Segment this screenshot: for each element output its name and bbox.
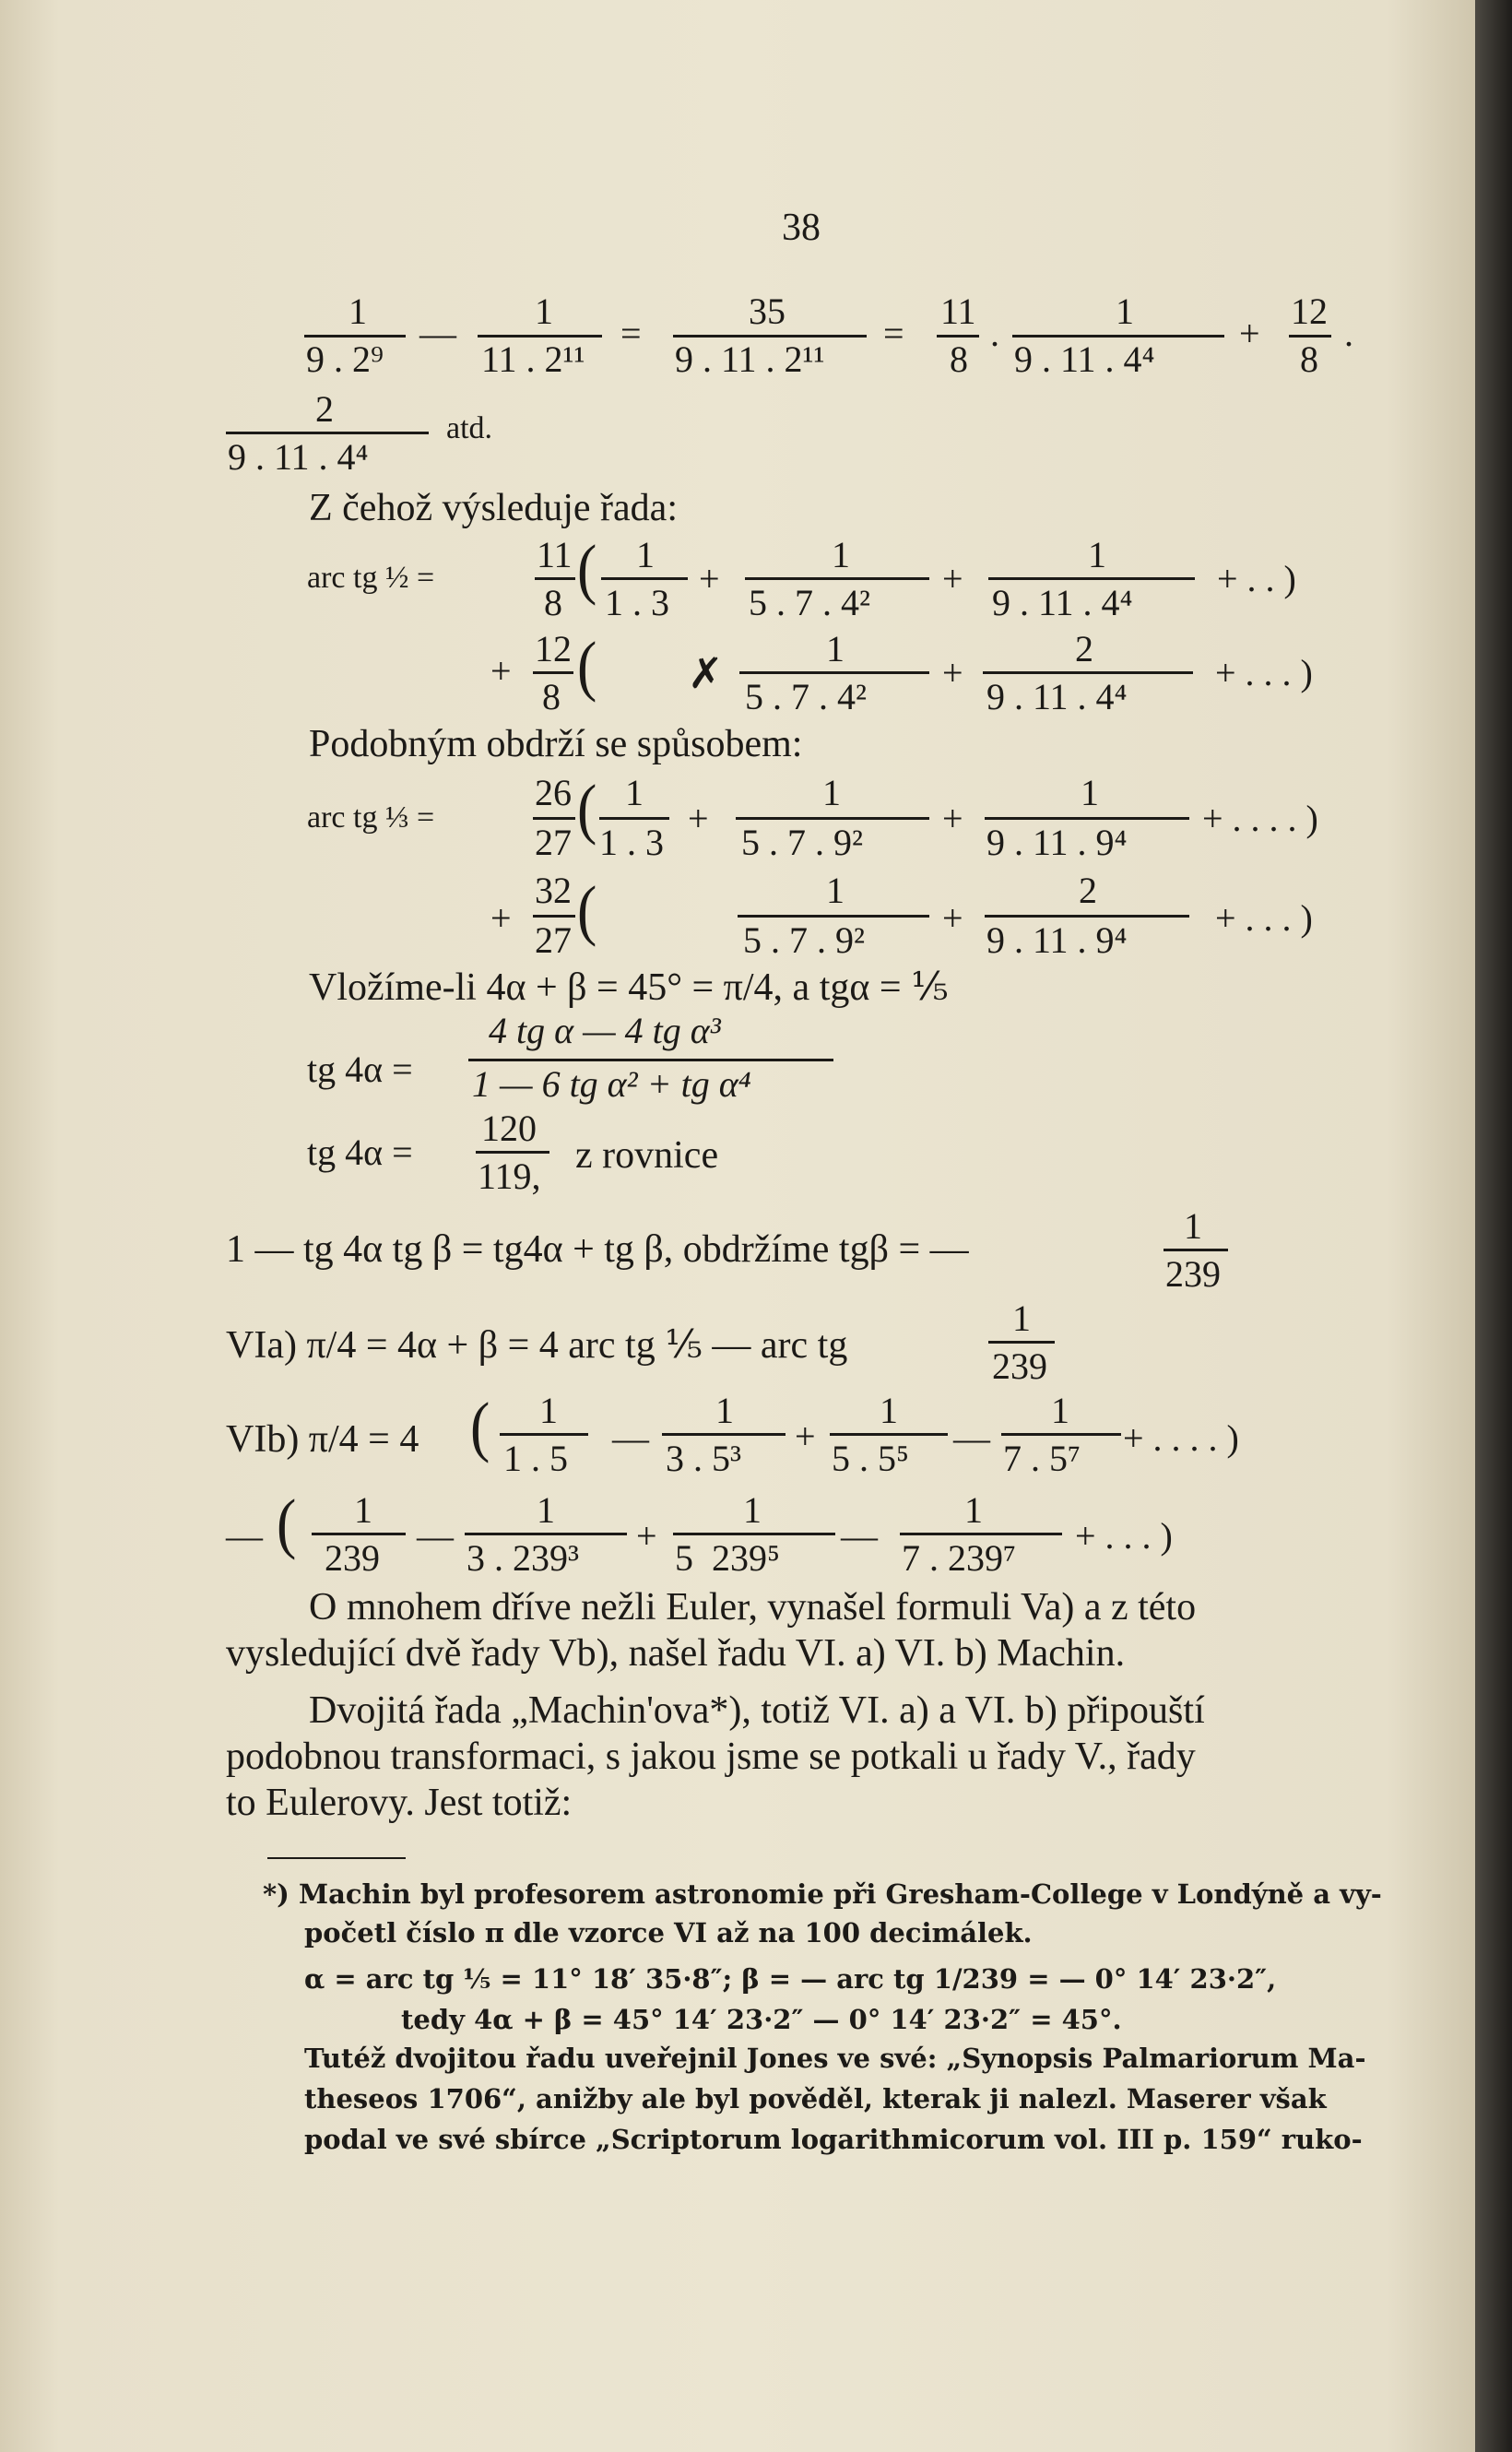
fraction-denominator: 1 . 5 <box>503 1438 568 1479</box>
equation-lhs: arc tg ⅓ = <box>307 800 435 835</box>
fraction-numerator: 1 <box>1081 772 1099 813</box>
fraction-numerator: 1 <box>1088 534 1106 575</box>
fraction-denominator: 239 <box>325 1537 380 1579</box>
paragraph-line: podobnou transformaci, s jakou jsme se potkali u řady V., řady <box>226 1735 1196 1778</box>
fraction-numerator: 1 <box>826 628 845 669</box>
text-z-rovnice: z rovnice <box>575 1134 719 1177</box>
fraction-numerator: 1 <box>822 772 841 813</box>
fraction-denominator: 9 . 11 . 4⁴ <box>986 676 1128 717</box>
fraction-bar <box>900 1533 1062 1535</box>
fraction-bar <box>673 335 867 338</box>
fraction-bar <box>662 1433 786 1436</box>
fraction-denominator: 5 239⁵ <box>675 1537 780 1579</box>
fraction-numerator: 1 <box>625 772 644 813</box>
fraction-denominator: 8 <box>542 676 561 717</box>
fraction-bar <box>601 577 688 580</box>
fraction-bar <box>304 335 406 338</box>
fraction-denominator: 8 <box>950 338 968 380</box>
left-paren: ( <box>577 871 597 948</box>
fraction-numerator: 12 <box>535 628 572 669</box>
operator: + <box>699 558 720 599</box>
operator: + <box>942 652 963 693</box>
fraction-bar <box>500 1433 588 1436</box>
paragraph-line: O mnohem dříve nežli Euler, vynašel formuli Va) a z této <box>309 1586 1197 1629</box>
fraction-numerator: 1 <box>1184 1205 1202 1247</box>
text-line: Podobným obdrží se spůsobem: <box>309 723 803 765</box>
operator: + <box>942 558 963 599</box>
left-paren: ( <box>577 770 597 847</box>
operator: = <box>620 313 642 354</box>
fraction-numerator: 11 <box>537 534 573 575</box>
fraction-bar <box>465 1533 627 1535</box>
footnote-line: tedy 4α + β = 45° 14′ 23·2″ — 0° 14′ 23·2″ = 45°. <box>401 2004 1122 2035</box>
fraction-denominator: 1 — 6 tg α² + tg α⁴ <box>472 1063 751 1105</box>
fraction-bar <box>1164 1249 1228 1251</box>
footnote-line: *) Machin byl profesorem astronomie při Gresham-College v Londýně a vy- <box>263 1878 1382 1910</box>
equation-lhs: VIb) π/4 = 4 <box>226 1418 419 1461</box>
fraction-bar <box>937 335 979 338</box>
fraction-numerator: 1 <box>743 1489 762 1531</box>
operator: + <box>490 897 512 939</box>
fraction-numerator: 1 <box>832 534 850 575</box>
page-number: 38 <box>782 207 821 249</box>
fraction-bar <box>673 1533 835 1535</box>
fraction-bar <box>736 817 929 820</box>
fraction-bar <box>1012 335 1224 338</box>
fraction-denominator: 9 . 11 . 2¹¹ <box>675 338 825 380</box>
fraction-numerator: 12 <box>1291 290 1328 332</box>
fraction-numerator: 1 <box>1012 1297 1031 1339</box>
fraction-bar <box>1289 335 1331 338</box>
fraction-denominator: 8 <box>544 582 562 623</box>
fraction-denominator: 9 . 11 . 4⁴ <box>992 582 1133 623</box>
fraction-denominator: 5 . 7 . 9² <box>743 919 865 961</box>
fraction-numerator: 35 <box>749 290 786 332</box>
fraction-denominator: 119, <box>478 1155 541 1197</box>
fraction-bar <box>533 671 573 674</box>
fraction-denominator: 5 . 7 . 9² <box>741 822 863 863</box>
equation-text: 1 — tg 4α tg β = tg4α + tg β, obdržíme tgβ = — <box>226 1228 969 1271</box>
operator: + <box>942 897 963 939</box>
fraction-denominator: 27 <box>535 919 572 961</box>
fraction-numerator: 1 <box>535 290 553 332</box>
fraction-numerator: 1 <box>636 534 655 575</box>
left-paren: ( <box>577 530 597 607</box>
operator: = <box>883 313 904 354</box>
operator: — <box>612 1417 649 1459</box>
fraction-bar <box>1001 1433 1121 1436</box>
series-tail: + . . . ) <box>1075 1515 1173 1557</box>
fraction-bar <box>985 915 1189 918</box>
left-paren: ( <box>277 1485 297 1561</box>
fraction-numerator: 1 <box>348 290 367 332</box>
left-paren: ( <box>577 627 597 704</box>
fraction-bar <box>985 817 1189 820</box>
equation-text: VIa) π/4 = 4α + β = 4 arc tg ⅕ — arc tg <box>226 1324 848 1367</box>
fraction-bar <box>533 915 575 918</box>
fraction-denominator: 8 <box>1300 338 1318 380</box>
fraction-numerator: 1 <box>880 1390 898 1431</box>
footnote-line: podal ve své sbírce „Scriptorum logarithmicorum vol. III p. 159“ ruko- <box>304 2124 1363 2155</box>
fraction-bar <box>476 1151 549 1154</box>
operator: — <box>841 1515 878 1557</box>
fraction-bar <box>983 671 1193 674</box>
text-line: Vložíme-li 4α + β = 45° = π/4, a tgα = ⅕ <box>309 966 949 1009</box>
series-tail: + . . . . ) <box>1202 798 1318 839</box>
equation-lhs: tg 4α = <box>307 1131 413 1173</box>
fraction-bar <box>535 577 575 580</box>
fraction-numerator: 1 <box>354 1489 372 1531</box>
fraction-numerator: 1 <box>539 1390 558 1431</box>
fraction-numerator: 120 <box>481 1108 537 1149</box>
footnote-line: početl číslo π dle vzorce VI až na 100 decimálek. <box>304 1917 1033 1949</box>
operator: + <box>1239 313 1260 354</box>
fraction-denominator: 5 . 7 . 4² <box>749 582 870 623</box>
series-tail: + . . . ) <box>1215 652 1313 693</box>
paragraph-line: Dvojitá řada „Machin'ova*), totiž VI. a) a VI. b) připouští <box>309 1689 1205 1732</box>
footnote-line: α = arc tg ⅕ = 11° 18′ 35·8″; β = — arc tg 1/239 = — 0° 14′ 23·2″, <box>304 1963 1277 1995</box>
footnote-rule <box>267 1857 406 1859</box>
fraction-denominator: 11 . 2¹¹ <box>481 338 585 380</box>
fraction-denominator: 3 . 5³ <box>666 1438 741 1479</box>
operator: — <box>419 313 456 354</box>
fraction-bar <box>739 671 929 674</box>
fraction-denominator: 7 . 239⁷ <box>902 1537 1016 1579</box>
operator: + <box>942 798 963 839</box>
fraction-denominator: 9 . 11 . 4⁴ <box>1014 338 1155 380</box>
fraction-numerator: 1 <box>537 1489 555 1531</box>
series-tail: + . . . . ) <box>1123 1417 1239 1459</box>
text-atd: atd. <box>446 411 493 445</box>
operator: . <box>990 313 999 354</box>
fraction-bar <box>226 432 429 434</box>
footnote-line: theseos 1706“, anižby ale byl pověděl, kterak ji nalezl. Maserer však <box>304 2083 1327 2114</box>
fraction-denominator: 9 . 11 . 9⁴ <box>986 919 1128 961</box>
fraction-denominator: 5 . 5⁵ <box>832 1438 909 1479</box>
fraction-numerator: 1 <box>1116 290 1134 332</box>
equation-lhs: arc tg ½ = <box>307 561 435 595</box>
operator: — <box>226 1515 263 1557</box>
fraction-denominator: 239 <box>992 1345 1047 1387</box>
operator: + <box>636 1515 657 1557</box>
fraction-denominator: 3 . 239³ <box>467 1537 579 1579</box>
strike-mark: ✗ <box>688 650 724 697</box>
fraction-bar <box>468 1059 833 1061</box>
operator: + <box>490 650 512 692</box>
fraction-numerator: 11 <box>940 290 976 332</box>
fraction-denominator: 1 . 3 <box>605 582 669 623</box>
series-tail: + . . . ) <box>1215 897 1313 939</box>
operator: — <box>953 1417 990 1459</box>
fraction-bar <box>533 817 575 820</box>
fraction-bar <box>738 915 929 918</box>
fraction-denominator: 239 <box>1165 1253 1221 1295</box>
fraction-denominator: 9 . 11 . 9⁴ <box>986 822 1128 863</box>
fraction-denominator: 5 . 7 . 4² <box>745 676 867 717</box>
fraction-bar <box>599 817 669 820</box>
left-paren: ( <box>470 1388 490 1464</box>
fraction-bar <box>745 577 929 580</box>
fraction-numerator: 2 <box>315 388 334 430</box>
fraction-denominator: 9 . 11 . 4⁴ <box>228 436 369 478</box>
fraction-numerator: 2 <box>1075 628 1093 669</box>
fraction-numerator: 1 <box>715 1390 734 1431</box>
series-tail: + . . ) <box>1217 558 1296 599</box>
paragraph-line: to Eulerovy. Jest totiž: <box>226 1782 573 1824</box>
operator: + <box>795 1416 816 1457</box>
fraction-numerator: 1 <box>1051 1390 1069 1431</box>
operator: — <box>417 1515 454 1557</box>
fraction-numerator: 32 <box>535 870 572 911</box>
fraction-denominator: 7 . 5⁷ <box>1003 1438 1081 1479</box>
fraction-numerator: 26 <box>535 772 572 813</box>
book-spine-edge <box>1475 0 1512 2452</box>
fraction-bar <box>988 577 1195 580</box>
fraction-numerator: 2 <box>1079 870 1097 911</box>
fraction-numerator: 1 <box>826 870 845 911</box>
paragraph-line: vysledující dvě řady Vb), našel řadu VI. a) VI. b) Machin. <box>226 1632 1126 1675</box>
equation-lhs: tg 4α = <box>307 1048 413 1090</box>
fraction-numerator: 4 tg α — 4 tg α³ <box>489 1010 721 1051</box>
operator: . <box>1344 313 1353 354</box>
fraction-bar <box>312 1533 406 1535</box>
text-line: Z čehož výsleduje řada: <box>309 487 678 529</box>
fraction-bar <box>988 1341 1055 1344</box>
fraction-bar <box>478 335 602 338</box>
operator: + <box>688 798 709 839</box>
footnote-line: Tutéž dvojitou řadu uveřejnil Jones ve své: „Synopsis Palmariorum Ma- <box>304 2043 1366 2074</box>
fraction-bar <box>830 1433 948 1436</box>
fraction-denominator: 9 . 2⁹ <box>306 338 384 380</box>
fraction-numerator: 1 <box>964 1489 983 1531</box>
fraction-denominator: 1 . 3 <box>599 822 664 863</box>
fraction-denominator: 27 <box>535 822 572 863</box>
